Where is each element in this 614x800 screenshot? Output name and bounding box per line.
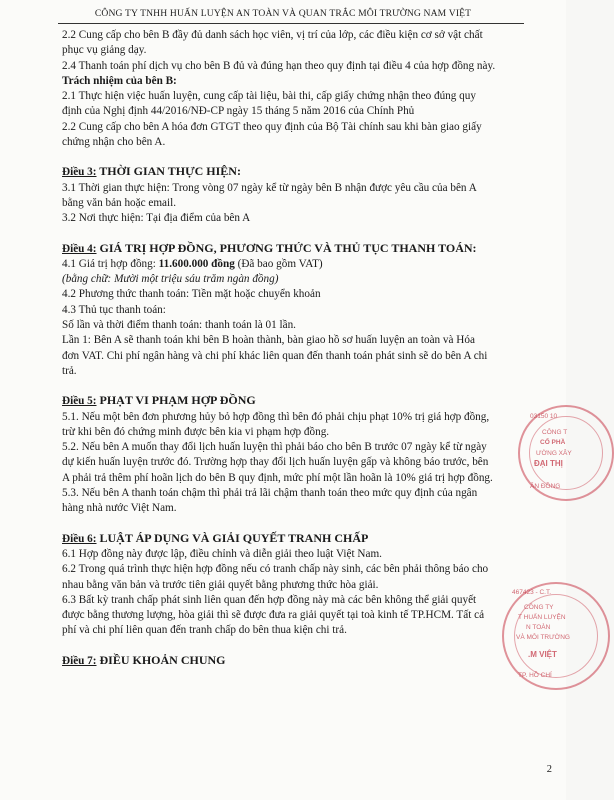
article-title: LUẬT ÁP DỤNG VÀ GIẢI QUYẾT TRANH CHẤP (96, 530, 369, 545)
text-line: trả. (62, 364, 77, 377)
text-line: hàng nhà nước Việt Nam. (62, 502, 177, 515)
stamp-text: ƯỜNG XÂY (536, 450, 572, 457)
article-label: Điều 5: (62, 395, 97, 408)
responsibility-b-heading: Trách nhiệm của bên B: (62, 74, 177, 87)
spacer (62, 379, 532, 393)
text-fragment: 4.1 Giá trị hợp đồng: (62, 257, 159, 270)
article-4-heading (62, 241, 532, 257)
article-5-heading (62, 393, 532, 409)
stamp-text: ĐẠI THỊ (534, 459, 563, 468)
stamp-text: CÔNG T (542, 429, 568, 436)
article-label: Điều 3: (62, 166, 97, 179)
spacer (62, 639, 532, 653)
text-line: 3.1 Thời gian thực hiện: Trong vòng 07 ngày kể từ ngày bên B nhận được yêu cầu của bên A (62, 181, 477, 194)
stamp-text: T HUẤN LUYỆN (518, 614, 566, 621)
text-line: phục vụ giảng dạy. (62, 44, 147, 57)
amount-in-words: (bằng chữ: Mười một triệu sáu trăm ngàn đồng) (62, 273, 279, 286)
text-line: 3.2 Nơi thực hiện: Tại địa điểm của bên A (62, 212, 251, 225)
text-line: trừ khi bên đó chứng minh được bên kia vi phạm hợp đồng. (62, 425, 330, 438)
text-line: nhau bằng văn bản và trước tiên giải quyết bằng phương thức hòa giải. (62, 578, 379, 591)
text-line: 4.2 Phương thức thanh toán: Tiền mặt hoặc chuyển khoản (62, 288, 321, 301)
text-line: dự kiến huấn luyện trước đó. Trường hợp thay đổi lịch huấn luyện gấp và không báo trước, bên (62, 456, 489, 469)
spacer (62, 227, 532, 241)
text-line: 6.2 Trong quá trình thực hiện hợp đồng nếu có tranh chấp này sinh, các bên phải thông báo cho (62, 563, 489, 576)
stamp-text: CÔNG TY (524, 604, 554, 611)
company-seal-stamp (502, 582, 610, 690)
text-line: 6.1 Hợp đồng này được lập, điều chỉnh và diễn giải theo luật Việt Nam. (62, 547, 382, 560)
text-line: 2.2 Cung cấp cho bên B đầy đủ danh sách học viên, vị trí của lớp, các điều kiện cơ sở vật chất (62, 29, 483, 41)
stamp-text: VÀ MÔI TRƯỜNG (516, 634, 570, 641)
text-line: được bằng thương lượng, hòa giải thì sẽ được đưa ra giải quyết tại toà kinh tế TP.HCM. Tất cả (62, 609, 485, 622)
text-line: bằng văn bản hoặc email. (62, 196, 177, 209)
text-line: đơn VAT. Chi phí ngân hàng và chi phí khác liên quan đến thanh toán phát sinh sẽ do bên A chi (62, 349, 488, 362)
article-3-heading (62, 164, 532, 180)
text-line: 5.3. Nếu bên A thanh toán chậm thì phải trả lãi chậm thanh toán theo mức quy định của ngân (62, 487, 478, 500)
article-title: PHẠT VI PHẠM HỢP ĐỒNG (96, 393, 256, 408)
text-line: 5.1. Nếu một bên đơn phương hủy bỏ hợp đồng thì bên đó phải chịu phạt 10% trị giá hợp đồng, (62, 410, 490, 423)
stamp-text: ĂN ĐỒNG (530, 483, 561, 490)
article-title: GIÁ TRỊ HỢP ĐỒNG, PHƯƠNG THỨC VÀ THỦ TỤC THANH TOÁN: (96, 240, 477, 255)
text-line: phí và chi phí liên quan đến tranh chấp do bên thua kiện chi trả. (62, 624, 347, 637)
document-body (62, 28, 532, 669)
text-line: chứng nhận cho bên A. (62, 136, 166, 149)
stamp-text: 467423 - C.T. (512, 589, 552, 596)
text-line: 6.3 Bất kỳ tranh chấp phát sinh liên quan đến hợp đồng này mà các bên không thể giải quyết (62, 593, 477, 606)
text-line: 2.2 Cung cấp cho bên A hóa đơn GTGT theo quy định của Bộ Tài chính sau khi bàn giao giấy (62, 120, 482, 133)
page-number: 2 (546, 764, 552, 775)
article-title: ĐIỀU KHOẢN CHUNG (96, 652, 226, 667)
stamp-text: .M VIỆT (528, 650, 557, 659)
text-line: 4.3 Thủ tục thanh toán: (62, 303, 166, 316)
company-seal-stamp (518, 405, 614, 501)
text-line: 2.4 Thanh toán phí dịch vụ cho bên B đủ và đúng hạn theo quy định tại điều 4 của hợp đồng này. (62, 59, 496, 72)
text-line: Lần 1: Bên A sẽ thanh toán khi bên B hoàn thành, bàn giao hồ sơ huấn luyện an toàn và Hóa (62, 334, 475, 347)
spacer (62, 517, 532, 531)
contract-value-line (62, 257, 532, 272)
stamp-text: TP. HỒ CHÍ (518, 672, 552, 679)
contract-value-amount: 11.600.000 đồng (158, 257, 235, 270)
company-header: CÔNG TY TNHH HUẤN LUYỆN AN TOÀN VÀ QUAN TRẮC MÔI TRƯỜNG NAM VIỆT (94, 8, 472, 19)
article-6-heading (62, 531, 532, 547)
text-line: 5.2. Nếu bên A muốn thay đổi lịch huấn luyện thì phải báo cho bên B trước 07 ngày kể từ ngày (62, 441, 487, 454)
stamp-text: 03150 10 (530, 413, 558, 420)
text-line: A phải trả thêm phí hoãn lịch do bên B quy định, mức phí một lần hoãn là 10% giá trị hợp đồng. (62, 471, 493, 484)
article-7-heading (62, 653, 532, 669)
article-title: THỜI GIAN THỰC HIỆN: (96, 164, 241, 179)
stamp-text: CỔ PHẦ (540, 439, 566, 446)
text-fragment: (Đã bao gồm VAT) (234, 257, 323, 270)
article-label: Điều 7: (62, 654, 97, 667)
header-divider (58, 23, 524, 24)
article-label: Điều 6: (62, 532, 97, 545)
text-line: định của Nghị định 44/2016/NĐ-CP ngày 15 tháng 5 năm 2016 của Chính Phủ (62, 105, 415, 118)
text-line: Số lần và thời điểm thanh toán: thanh toán là 01 lần. (62, 319, 296, 332)
article-label: Điều 4: (62, 242, 97, 255)
stamp-text: N TOÀN (526, 624, 551, 631)
text-line: 2.1 Thực hiện việc huấn luyện, cung cấp tài liệu, bài thi, cấp giấy chứng nhận theo đúng quy (62, 90, 476, 103)
spacer (62, 150, 532, 164)
